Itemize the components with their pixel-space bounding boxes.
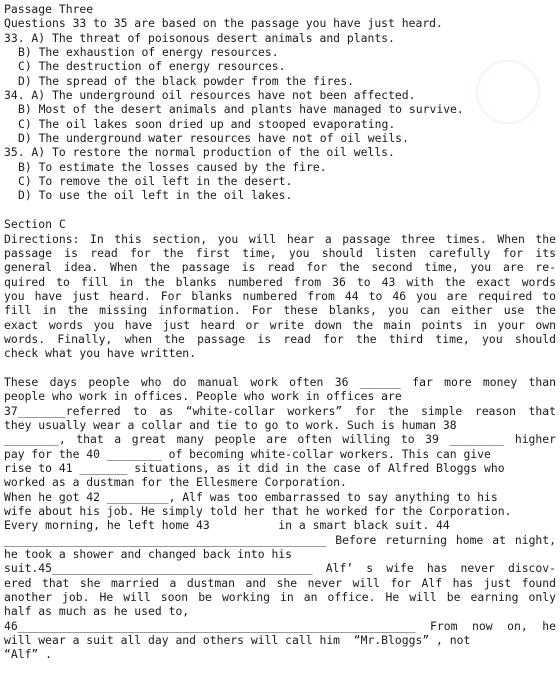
- question-block: [4, 145, 556, 202]
- question-block: [4, 31, 556, 88]
- passage-line: half as much as he used to,: [4, 604, 190, 619]
- directions-line: passage is read for the first time, you should listen carefully for its: [4, 245, 556, 260]
- passage-line: 46__________________________________________________________ From now on, he: [4, 618, 556, 633]
- question-option: D) To use the oil left in the oil lakes.: [18, 188, 293, 203]
- question-option: C) The destruction of energy resources.: [18, 59, 286, 74]
- directions-block: [4, 232, 556, 361]
- passage-line: “Alf” .: [4, 647, 53, 662]
- passage-line: ________, that a great many people are often willing to 39 ________ higher: [4, 432, 556, 447]
- question-option: B) To estimate the losses caused by the fire.: [18, 159, 327, 174]
- question-option: B) Most of the desert animals and plants have managed to survive.: [18, 102, 464, 117]
- passage-line: wife about his job. He simply told her that he worked for the Corporation.: [4, 504, 512, 519]
- passage-line: they usually wear a collar and tie to go to work. Such is human 38: [4, 417, 457, 432]
- directions-line: Directions: In this section, you will hear a passage three times. When the: [4, 231, 556, 246]
- passage-line: Every morning, he left home 43 in a smart black suit. 44: [4, 518, 450, 533]
- directions-line: exact words you have just heard or write down the main points in your own: [4, 317, 556, 332]
- passage-intro: Questions 33 to 35 are based on the passage you have just heard.: [4, 16, 443, 31]
- directions-line: general idea. When the passage is read for the second time, you are re-: [4, 260, 556, 275]
- dictation-passage: [4, 375, 556, 662]
- section-heading: Section C: [4, 217, 66, 232]
- question-stem: 33. A) The threat of poisonous desert animals and plants.: [4, 30, 395, 45]
- passage-line: he took a shower and changed back into his: [4, 547, 293, 562]
- directions-line: check what you have written.: [4, 346, 197, 361]
- directions-line: words. Finally, when the passage is read for the third time, you should: [4, 331, 556, 346]
- passage-line: rise to 41 _______ situations, as it did in the case of Alfred Bloggs who: [4, 461, 505, 475]
- passage-line: people who work in offices. People who work in offices are: [4, 389, 402, 404]
- question-option: D) The spread of the black powder from the fires.: [18, 73, 355, 88]
- spacer: [4, 203, 556, 217]
- question-option: D) The underground water resources have not of oil weils.: [18, 131, 409, 146]
- question-option: C) The oil lakes soon dried up and stooped evaporating.: [18, 116, 396, 131]
- passage-line: 37_______referred to as “white-collar workers” for the simple reason that: [4, 403, 556, 418]
- passage-line: These days people who do manual work often 36 ______ far more money than: [4, 374, 556, 389]
- question-option: B) The exhaustion of energy resources.: [18, 45, 279, 60]
- passage-title: Passage Three: [4, 2, 94, 16]
- question-stem: 35. A) To restore the normal production of the oil wells.: [4, 145, 395, 160]
- directions-line: fill in the missing information. For these blanks, you can either use the: [4, 303, 556, 318]
- passage-line: suit.45______________________________________ Alf’ s wife has never discov-: [4, 561, 556, 576]
- passage-line: _______________________________________________ Before returning home at night,: [4, 532, 556, 547]
- passage-line: worked as a dustman for the Ellesmere Corporation.: [4, 475, 347, 490]
- passage-line: will wear a suit all day and others will call him “Mr.Bloggs” , not: [4, 633, 471, 648]
- question-option: C) To remove the oil left in the desert.: [18, 174, 293, 189]
- question-block: [4, 88, 556, 145]
- spacer: [4, 361, 556, 375]
- passage-line: pay for the 40 ________ of becoming white-collar workers. This can give: [4, 446, 491, 461]
- passage-line: When he got 42 _________, Alf was too embarrassed to say anything to his: [4, 489, 498, 504]
- passage-line: another job. He will soon be working in an office. He will be earning only: [4, 590, 556, 605]
- directions-line: quired to fill in the blanks numbered from 36 to 43 with the exact words: [4, 274, 556, 289]
- passage-line: ered that she married a dustman and she never will for Alf has just found: [4, 575, 556, 590]
- question-stem: 34. A) The underground oil resources have not been affected.: [4, 88, 416, 103]
- directions-line: you have just heard. For blanks numbered from 44 to 46 you are required to: [4, 288, 556, 303]
